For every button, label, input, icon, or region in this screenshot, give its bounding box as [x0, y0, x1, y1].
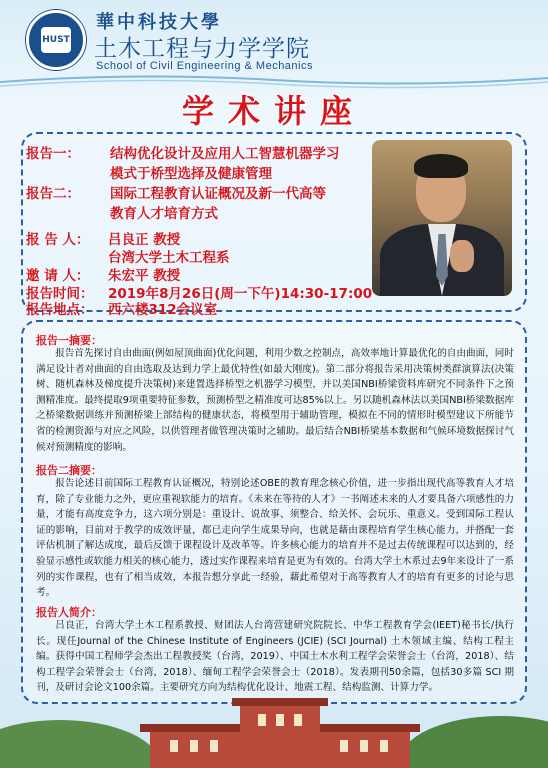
place-row — [26, 298, 217, 318]
talk-two-title-line2: 教育人才培育方式 — [110, 206, 218, 222]
place-value: 西六楼312会议室 — [108, 302, 218, 318]
place-label: 报告地点： — [26, 302, 94, 318]
talk-two — [26, 182, 326, 222]
abstract-two-text: 报告论述目前国际工程教育认证概况，特别论述OBE的教育理念核心价值，进一步指出现代高等教育人才培育，除了专业能力之外，更应重视软能力的培育。《未来在等待的人才》一书阐述未来的人才要具备六项感性的力量，才能有高度竞争力，这六项分别是：重设计、说故事、须整合、给关怀、会玩乐、重意义。受到国际工程认证的影响，目前对于教学的成效评量，都已走向学生成果导向，也就是藉由课程培育学生核心能力，并搭配一套评估机制了解达成度，最后反馈于课程设计及改革等。许多核心能力的培育并不是过去传统课程可以达到的，经验显示感性或软能力相关的核心能力，透过实作课程来培育是更为有效的。台湾大学土木系过去9年来设计了一系列的实作课程，也有了相当成效，本报告想分享此一经验，藉此希望对于高等教育人才的培育有更多的讨论与思考。 — [36, 478, 514, 599]
speaker-label: 报 告 人： — [26, 232, 90, 248]
talk-two-title-line1: 国际工程教育认证概况及新一代高等 — [110, 186, 326, 202]
abstract-one-title: 报告一摘要： — [36, 334, 102, 347]
inviter-row — [26, 264, 180, 284]
inviter-name: 朱宏平 教授 — [108, 268, 181, 284]
speaker-photo — [372, 140, 512, 296]
talk-one-title-line2: 模式于桥型选择及健康管理 — [110, 166, 272, 182]
inviter-label: 邀 请 人： — [26, 268, 90, 284]
university-logo — [26, 10, 86, 70]
talk-two-label: 报告二： — [26, 186, 80, 202]
header — [0, 0, 548, 82]
university-name: 華中科技大學 — [96, 12, 222, 33]
bio-title: 报告人简介： — [36, 606, 102, 619]
campus-building-illustration — [0, 690, 548, 768]
bio-text: 吕良正，台湾大学土木工程系教授、财团法人台湾营建研究院院长、中华工程教育学会(IEET)秘书长/执行长。现任Journal of the Chinese Institute of Engineers (JCIE) (SCI Journal) 土木领域主编、结构工程主编。获得中国工程师学会杰出工程教授奖（台湾，2019）、中国土木水利工程学会荣誉会士（台湾，2018）、结构工程学会荣誉会士（台湾，2018）、缅甸工程学会荣誉会士（2018）。发表期刊50余篇，包括30多篇 SCI 期刊，及研讨会论文100余篇。主要研究方向为结构优化设计、地震工程、结构监测、计算力学。 — [36, 620, 514, 694]
speaker-name: 吕良正 教授 — [108, 232, 181, 248]
talk-one-label: 报告一： — [26, 146, 80, 162]
page-title: 学术讲座 — [181, 92, 366, 130]
abstract-two-title: 报告二摘要： — [36, 464, 102, 477]
time-label: 报告时间： — [26, 286, 94, 302]
school-name-cn: 土木工程与力学学院 — [94, 36, 310, 62]
logo-text: HUST — [41, 27, 71, 53]
abstract-one-text: 报告首先探讨自由曲面(例如屋顶曲面)优化问题，利用少数之控制点，高效率地计算最优化的自由曲面，同时满足设计者对曲面的自由选取及达到力学上最优特性(如最大刚度)。第二部分将报告采用决策树类群演算法(决策树、随机森林及梯度提升决策树)来建置选择桥型之机器学习模型，并以美国NBI桥梁资料库研究不同条件下之预测精准度。最终提取9项重要特征参数，预测桥型之精准度可达85%以上。另以随机森林法以美国NBI桥梁数据库之桥梁数据训练并预测桥梁上部结构的健康状态，将模型用于辅助管理，模拟在不同的情形时模型建议下所能节省的检测资源与对应之风险，以供管理者做管理决策时之辅助。最后结合NBI桥梁基本数据和气候环境数据探讨气候对预测精度的影响。 — [36, 348, 514, 453]
talk-one — [26, 142, 340, 182]
time-value: 2019年8月26日(周一下午)14:30-17:00 — [108, 286, 373, 302]
speaker-affiliation: 台湾大学土木工程系 — [108, 250, 230, 266]
talk-one-title-line1: 结构优化设计及应用人工智慧机器学习 — [110, 146, 340, 162]
school-name-en: School of Civil Engineering & Mechanics — [96, 60, 313, 72]
speaker-row — [26, 228, 180, 248]
